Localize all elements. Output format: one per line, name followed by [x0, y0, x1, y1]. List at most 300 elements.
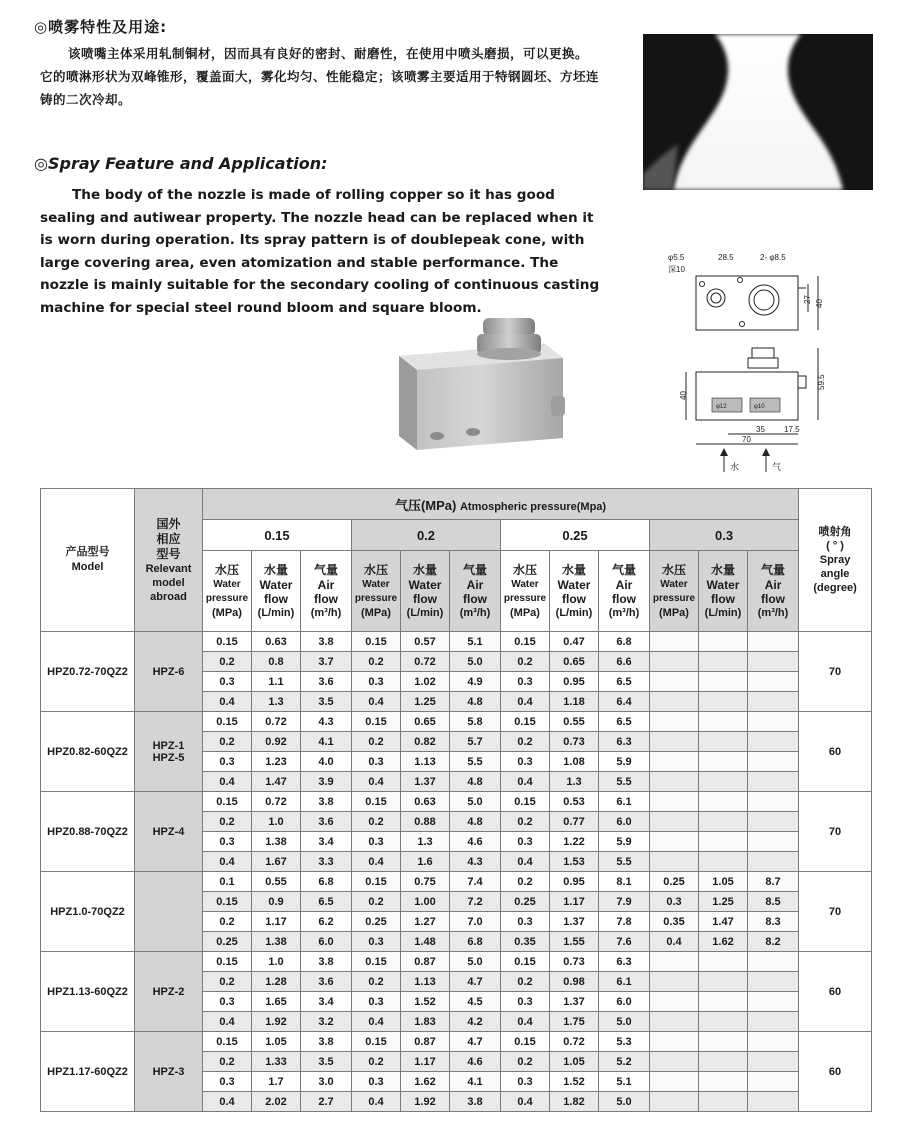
data-cell: [699, 692, 748, 712]
air-flow-header: 气量 Air flow (m³/h): [450, 551, 501, 632]
data-cell: 6.2: [301, 912, 352, 932]
data-cell: 0.15: [203, 712, 252, 732]
data-cell: [650, 1032, 699, 1052]
data-cell: 0.4: [352, 772, 401, 792]
data-cell: 1.3: [550, 772, 599, 792]
data-cell: 6.5: [599, 672, 650, 692]
data-cell: [748, 1032, 799, 1052]
data-cell: 1.67: [252, 852, 301, 872]
data-cell: [650, 772, 699, 792]
data-cell: 0.2: [352, 812, 401, 832]
data-cell: 6.1: [599, 792, 650, 812]
table-row: [41, 792, 872, 812]
data-cell: [699, 972, 748, 992]
data-cell: 1.38: [252, 832, 301, 852]
data-cell: [650, 1012, 699, 1032]
data-cell: 4.1: [450, 1072, 501, 1092]
data-cell: 6.6: [599, 652, 650, 672]
data-cell: 7.4: [450, 872, 501, 892]
data-cell: 0.15: [352, 952, 401, 972]
data-cell: 0.15: [352, 632, 401, 652]
data-cell: 5.0: [599, 1012, 650, 1032]
data-cell: 0.1: [203, 872, 252, 892]
data-cell: 0.15: [203, 632, 252, 652]
data-cell: [748, 832, 799, 852]
data-cell: 1.3: [252, 692, 301, 712]
data-cell: 3.0: [301, 1072, 352, 1092]
data-cell: 0.4: [203, 772, 252, 792]
data-cell: 5.0: [450, 792, 501, 812]
data-cell: [699, 712, 748, 732]
data-cell: 1.37: [550, 992, 599, 1012]
data-cell: 1.3: [401, 832, 450, 852]
data-cell: 1.62: [401, 1072, 450, 1092]
data-cell: 1.52: [401, 992, 450, 1012]
data-cell: 6.3: [599, 952, 650, 972]
data-cell: 0.15: [501, 632, 550, 652]
spray-angle-cell: 60: [799, 712, 872, 792]
data-cell: [650, 952, 699, 972]
data-cell: 8.7: [748, 872, 799, 892]
data-cell: [699, 832, 748, 852]
data-cell: 0.65: [401, 712, 450, 732]
data-cell: [650, 1072, 699, 1092]
data-cell: 0.3: [203, 992, 252, 1012]
data-cell: 4.6: [450, 832, 501, 852]
dim-phi10: φ10: [754, 404, 765, 410]
data-cell: 0.2: [501, 1052, 550, 1072]
data-cell: 0.2: [203, 652, 252, 672]
data-cell: 6.1: [599, 972, 650, 992]
spray-angle-cell: 70: [799, 792, 872, 872]
data-cell: 0.2: [352, 1052, 401, 1072]
data-cell: [699, 632, 748, 652]
data-cell: [748, 772, 799, 792]
data-cell: 6.0: [301, 932, 352, 952]
relevant-model-cell: HPZ-2: [135, 952, 203, 1032]
data-cell: [650, 972, 699, 992]
data-cell: 0.4: [203, 1092, 252, 1112]
dim-40b: 40: [679, 391, 688, 400]
data-cell: 8.5: [748, 892, 799, 912]
model-cell: HPZ0.82-60QZ2: [41, 712, 135, 792]
data-cell: 2.7: [301, 1092, 352, 1112]
data-cell: 0.82: [401, 732, 450, 752]
data-cell: 0.3: [501, 752, 550, 772]
data-cell: 1.92: [252, 1012, 301, 1032]
data-cell: [650, 692, 699, 712]
data-cell: 0.47: [550, 632, 599, 652]
data-cell: 3.5: [301, 692, 352, 712]
data-cell: 0.35: [650, 912, 699, 932]
data-cell: 0.65: [550, 652, 599, 672]
data-cell: 1.47: [699, 912, 748, 932]
data-cell: 1.18: [550, 692, 599, 712]
data-cell: 0.2: [203, 912, 252, 932]
data-cell: 3.4: [301, 992, 352, 1012]
data-cell: 0.15: [501, 952, 550, 972]
relevant-model-cell: HPZ-4: [135, 792, 203, 872]
data-cell: 0.2: [203, 1052, 252, 1072]
water-flow-header: 水量 Water flow (L/min): [699, 551, 748, 632]
data-cell: 4.9: [450, 672, 501, 692]
data-cell: 6.0: [599, 992, 650, 1012]
data-cell: 7.6: [599, 932, 650, 952]
data-cell: [650, 792, 699, 812]
relevant-header: 国外 相应 型号 Relevant model abroad: [135, 489, 203, 632]
data-cell: 5.8: [450, 712, 501, 732]
data-cell: 3.8: [301, 632, 352, 652]
data-cell: 6.4: [599, 692, 650, 712]
data-cell: [650, 832, 699, 852]
cn-section-heading: ◎喷雾特性及用途:: [34, 18, 168, 36]
atm-pressure-header: 气压(MPa) Atmospheric pressure(Mpa): [203, 489, 799, 520]
data-cell: 1.27: [401, 912, 450, 932]
cn-section-body: 该喷嘴主体采用轧制铜材，因而具有良好的密封、耐磨性，在使用中喷头磨损，可以更换。它的喷淋形状为双峰锥形，覆盖面大，雾化均匀、性能稳定；该喷雾主要适用于特钢圆坯、方坯连铸的二次冷却。: [40, 46, 600, 107]
pressure-header: 0.25: [501, 520, 650, 551]
data-cell: 6.5: [301, 892, 352, 912]
data-cell: 4.2: [450, 1012, 501, 1032]
data-cell: 0.15: [501, 792, 550, 812]
data-cell: [748, 952, 799, 972]
data-cell: 6.5: [599, 712, 650, 732]
data-cell: 0.3: [203, 752, 252, 772]
data-cell: [748, 992, 799, 1012]
data-cell: 1.1: [252, 672, 301, 692]
data-cell: [699, 1052, 748, 1072]
data-cell: [699, 792, 748, 812]
data-cell: 1.25: [699, 892, 748, 912]
data-cell: [748, 972, 799, 992]
water-flow-header: 水量 Water flow (L/min): [401, 551, 450, 632]
data-cell: [748, 652, 799, 672]
data-cell: 6.0: [599, 812, 650, 832]
data-cell: 1.82: [550, 1092, 599, 1112]
data-cell: 0.2: [352, 652, 401, 672]
data-cell: 0.73: [550, 952, 599, 972]
data-cell: 0.92: [252, 732, 301, 752]
table-row: [41, 872, 872, 892]
data-cell: 0.3: [352, 932, 401, 952]
pressure-header: 0.2: [352, 520, 501, 551]
data-cell: 0.95: [550, 872, 599, 892]
data-cell: 0.2: [501, 972, 550, 992]
data-cell: 0.15: [203, 792, 252, 812]
data-cell: 1.48: [401, 932, 450, 952]
data-cell: 0.2: [203, 972, 252, 992]
data-cell: 1.05: [252, 1032, 301, 1052]
data-cell: 5.9: [599, 832, 650, 852]
data-cell: 0.3: [501, 832, 550, 852]
data-cell: 1.28: [252, 972, 301, 992]
data-cell: 7.8: [599, 912, 650, 932]
data-cell: 0.25: [501, 892, 550, 912]
data-cell: 3.6: [301, 972, 352, 992]
data-cell: [699, 672, 748, 692]
water-pressure-header: 水压 Water pressure (MPa): [501, 551, 550, 632]
data-cell: 3.8: [301, 952, 352, 972]
data-cell: 1.0: [252, 952, 301, 972]
data-cell: 4.8: [450, 692, 501, 712]
data-cell: 5.5: [599, 772, 650, 792]
data-cell: 0.77: [550, 812, 599, 832]
table-row: [41, 1032, 872, 1052]
data-cell: 8.2: [748, 932, 799, 952]
data-cell: [650, 1052, 699, 1072]
dim-35: 35: [756, 425, 765, 434]
data-cell: [650, 632, 699, 652]
data-cell: 1.17: [401, 1052, 450, 1072]
pressure-header: 0.15: [203, 520, 352, 551]
data-cell: 0.4: [203, 692, 252, 712]
data-cell: 1.02: [401, 672, 450, 692]
data-cell: 1.47: [252, 772, 301, 792]
data-cell: 5.1: [599, 1072, 650, 1092]
data-cell: [650, 732, 699, 752]
data-cell: 8.1: [599, 872, 650, 892]
data-cell: 1.00: [401, 892, 450, 912]
data-cell: [650, 652, 699, 672]
table-row: [41, 632, 872, 652]
table-row: [41, 712, 872, 732]
data-cell: [699, 732, 748, 752]
data-cell: 3.7: [301, 652, 352, 672]
data-cell: [699, 752, 748, 772]
data-cell: 4.0: [301, 752, 352, 772]
data-cell: 5.5: [599, 852, 650, 872]
data-cell: [748, 672, 799, 692]
data-cell: [699, 652, 748, 672]
data-cell: 0.55: [252, 872, 301, 892]
spray-pattern-photo: [643, 34, 873, 190]
data-cell: 0.15: [203, 952, 252, 972]
data-cell: 0.4: [352, 852, 401, 872]
water-flow-header: 水量 Water flow (L/min): [550, 551, 599, 632]
data-cell: 6.8: [450, 932, 501, 952]
data-cell: 0.4: [352, 1092, 401, 1112]
data-cell: [748, 632, 799, 652]
data-cell: 1.53: [550, 852, 599, 872]
data-cell: 0.2: [352, 732, 401, 752]
water-pressure-header: 水压 Water pressure (MPa): [352, 551, 401, 632]
data-cell: 1.17: [550, 892, 599, 912]
data-cell: 1.52: [550, 1072, 599, 1092]
nozzle-dimension-drawing: [668, 248, 828, 474]
dim-175: 17.5: [784, 425, 800, 434]
data-cell: 0.4: [501, 1012, 550, 1032]
data-cell: [748, 1092, 799, 1112]
data-cell: 5.2: [599, 1052, 650, 1072]
data-cell: 0.73: [550, 732, 599, 752]
air-flow-header: 气量 Air flow (m³/h): [301, 551, 352, 632]
data-cell: 3.8: [301, 1032, 352, 1052]
spray-angle-cell: 70: [799, 872, 872, 952]
spray-angle-header: 喷射角 ( ° ) Spray angle (degree): [799, 489, 872, 632]
data-cell: 0.87: [401, 952, 450, 972]
data-cell: [748, 752, 799, 772]
data-cell: 5.9: [599, 752, 650, 772]
data-cell: 0.3: [352, 992, 401, 1012]
data-cell: 5.0: [599, 1092, 650, 1112]
model-cell: HPZ0.72-70QZ2: [41, 632, 135, 712]
data-cell: 7.0: [450, 912, 501, 932]
data-cell: 0.2: [501, 652, 550, 672]
data-cell: 1.75: [550, 1012, 599, 1032]
data-cell: 2.02: [252, 1092, 301, 1112]
en-section-heading: ◎Spray Feature and Application:: [34, 154, 328, 173]
data-cell: 8.3: [748, 912, 799, 932]
dim-2phi85: 2- φ8.5: [760, 253, 786, 262]
en-section-body: The body of the nozzle is made of rolling copper so it has good sealing and autiwear property. The nozzle head can be replaced when it is worn during operation. Its spray pattern is of doublepeak cone, with large covering area, even atomization and stable performance. The nozzle is mainly suitable for the secondary cooling of continuous casting machine for special steel round bloom and square bloom.: [40, 187, 600, 316]
data-cell: 0.3: [352, 672, 401, 692]
water-flow-header: 水量 Water flow (L/min): [252, 551, 301, 632]
data-cell: 0.3: [501, 992, 550, 1012]
data-cell: 0.63: [252, 632, 301, 652]
data-cell: 0.3: [203, 1072, 252, 1092]
table-row: [41, 952, 872, 972]
spray-angle-cell: 60: [799, 952, 872, 1032]
data-cell: [699, 812, 748, 832]
water-pressure-header: 水压 Water pressure (MPa): [203, 551, 252, 632]
data-cell: [748, 812, 799, 832]
data-cell: [748, 792, 799, 812]
data-cell: 0.15: [352, 1032, 401, 1052]
data-cell: 1.33: [252, 1052, 301, 1072]
data-cell: [650, 672, 699, 692]
data-cell: 6.8: [599, 632, 650, 652]
data-cell: [748, 712, 799, 732]
data-cell: 1.08: [550, 752, 599, 772]
water-label: 水: [730, 462, 740, 472]
data-cell: 5.5: [450, 752, 501, 772]
data-cell: [748, 1052, 799, 1072]
data-cell: 0.4: [501, 772, 550, 792]
data-cell: 0.15: [352, 792, 401, 812]
data-cell: 1.13: [401, 972, 450, 992]
model-cell: HPZ1.13-60QZ2: [41, 952, 135, 1032]
data-cell: 0.63: [401, 792, 450, 812]
data-cell: [699, 852, 748, 872]
data-cell: 0.4: [203, 1012, 252, 1032]
data-cell: 1.05: [699, 872, 748, 892]
data-cell: 1.65: [252, 992, 301, 1012]
data-cell: 4.6: [450, 1052, 501, 1072]
dim-595: 59.5: [817, 374, 826, 390]
data-cell: 7.9: [599, 892, 650, 912]
data-cell: 1.05: [550, 1052, 599, 1072]
model-cell: HPZ1.0-70QZ2: [41, 872, 135, 952]
data-cell: 4.7: [450, 972, 501, 992]
data-cell: 3.8: [450, 1092, 501, 1112]
data-cell: 0.2: [203, 812, 252, 832]
data-cell: 3.6: [301, 812, 352, 832]
relevant-model-cell: HPZ-3: [135, 1032, 203, 1112]
data-cell: 0.15: [203, 892, 252, 912]
data-cell: [650, 852, 699, 872]
data-cell: 0.4: [501, 692, 550, 712]
data-cell: 1.92: [401, 1092, 450, 1112]
data-cell: [699, 952, 748, 972]
data-cell: 3.9: [301, 772, 352, 792]
data-cell: 4.7: [450, 1032, 501, 1052]
data-cell: [748, 692, 799, 712]
data-cell: 0.87: [401, 1032, 450, 1052]
data-cell: [650, 712, 699, 732]
pressure-header: 0.3: [650, 520, 799, 551]
data-cell: 0.15: [352, 872, 401, 892]
dim-phi55: φ5.5: [668, 253, 685, 262]
data-cell: 1.23: [252, 752, 301, 772]
relevant-model-cell: [135, 872, 203, 952]
data-cell: 4.8: [450, 772, 501, 792]
data-cell: [748, 732, 799, 752]
dim-phi12: φ12: [716, 404, 727, 410]
data-cell: [699, 992, 748, 1012]
data-cell: 0.2: [203, 732, 252, 752]
data-cell: 0.4: [203, 852, 252, 872]
data-cell: 0.2: [501, 812, 550, 832]
data-cell: 5.3: [599, 1032, 650, 1052]
dim-40: 40: [815, 299, 824, 308]
data-cell: 5.7: [450, 732, 501, 752]
data-cell: 0.25: [352, 912, 401, 932]
dim-27: 27: [803, 295, 812, 304]
data-cell: 3.2: [301, 1012, 352, 1032]
data-cell: 0.4: [501, 1092, 550, 1112]
data-cell: 0.57: [401, 632, 450, 652]
data-cell: 0.4: [650, 932, 699, 952]
nozzle-product-image: [385, 318, 575, 456]
data-cell: 0.88: [401, 812, 450, 832]
data-cell: 0.4: [352, 692, 401, 712]
air-flow-header: 气量 Air flow (m³/h): [599, 551, 650, 632]
data-cell: 0.72: [252, 712, 301, 732]
data-cell: 0.55: [550, 712, 599, 732]
data-cell: 0.98: [550, 972, 599, 992]
data-cell: 1.25: [401, 692, 450, 712]
data-cell: 4.1: [301, 732, 352, 752]
dim-285: 28.5: [718, 253, 734, 262]
data-cell: 1.38: [252, 932, 301, 952]
data-cell: 0.72: [252, 792, 301, 812]
data-cell: 1.83: [401, 1012, 450, 1032]
data-cell: 0.53: [550, 792, 599, 812]
data-cell: 0.2: [501, 872, 550, 892]
data-cell: [748, 852, 799, 872]
data-cell: 0.2: [501, 732, 550, 752]
data-cell: [699, 1032, 748, 1052]
model-cell: HPZ0.88-70QZ2: [41, 792, 135, 872]
data-cell: 0.75: [401, 872, 450, 892]
data-cell: 1.0: [252, 812, 301, 832]
data-cell: 5.0: [450, 952, 501, 972]
data-cell: 4.8: [450, 812, 501, 832]
relevant-model-cell: HPZ-6: [135, 632, 203, 712]
data-cell: 0.3: [352, 752, 401, 772]
data-cell: 1.62: [699, 932, 748, 952]
data-cell: 0.72: [401, 652, 450, 672]
data-cell: [650, 992, 699, 1012]
data-cell: 3.6: [301, 672, 352, 692]
data-cell: 4.3: [301, 712, 352, 732]
data-cell: [699, 1072, 748, 1092]
data-cell: 0.3: [650, 892, 699, 912]
data-cell: 6.8: [301, 872, 352, 892]
data-cell: 0.4: [352, 1012, 401, 1032]
data-cell: 0.25: [650, 872, 699, 892]
data-cell: [650, 1092, 699, 1112]
dim-70: 70: [742, 435, 751, 444]
